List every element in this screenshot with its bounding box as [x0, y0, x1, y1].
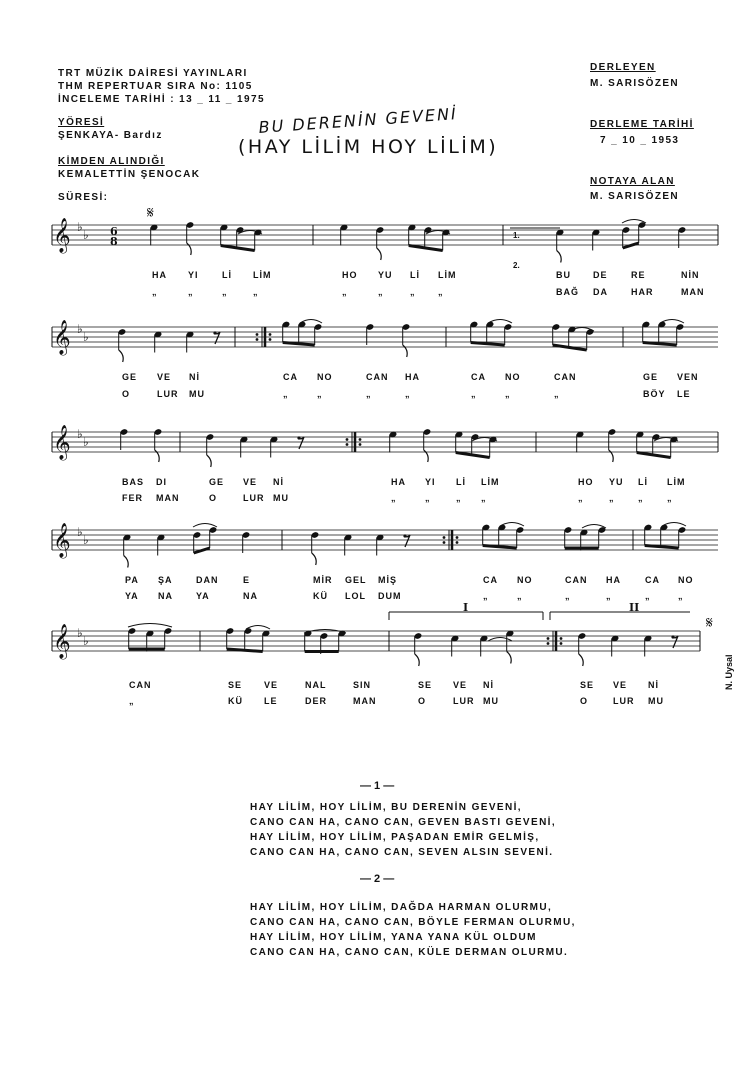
lyric-syllable: DER: [305, 696, 328, 706]
flat-sign: ♭: [77, 525, 83, 539]
lyric-syllable: Nİ: [189, 372, 200, 382]
beam: [643, 343, 677, 346]
lyric-syllable: „: [481, 493, 487, 503]
lyric-syllable: O: [209, 493, 218, 503]
flat-sign: ♭: [77, 427, 83, 441]
repeat-dot: [346, 443, 349, 446]
lyric-syllable: „: [342, 287, 348, 297]
lyric-syllable: „: [391, 493, 397, 503]
lyric-syllable: DUM: [378, 591, 402, 601]
lyric-syllable: LUR: [613, 696, 635, 706]
repertoire-number: THM REPERTUAR SIRA No: 1105: [58, 81, 253, 92]
beam: [194, 548, 210, 553]
repeat-dot: [359, 438, 362, 441]
lyric-syllable: CAN: [554, 372, 577, 382]
repeat-dot: [560, 637, 563, 640]
lyric-syllable: SE: [418, 680, 433, 690]
lyric-syllable: NAL: [305, 680, 327, 690]
lyric-syllable: HA: [391, 477, 406, 487]
notation-value: M. SARISÖZEN: [590, 191, 680, 202]
lyric-syllable: LE: [264, 696, 278, 706]
verse-1-number: — 1 —: [360, 780, 395, 792]
lyric-syllable: DA: [593, 287, 608, 297]
lyric-syllable: „: [425, 493, 431, 503]
treble-clef-icon: 𝄞: [53, 320, 71, 355]
volta-label-1: I: [463, 601, 469, 614]
lyric-syllable: „: [638, 493, 644, 503]
verse-2-line: HAY LİLİM, HOY LİLİM, YANA YANA KÜL OLDUM: [250, 932, 537, 943]
compiler-label: DERLEYEN: [590, 62, 656, 73]
beam: [483, 546, 517, 549]
lyric-syllable: „: [283, 389, 289, 399]
lyric-syllable: O: [418, 696, 427, 706]
lyric-syllable: DE: [593, 270, 608, 280]
lyric-syllable: „: [222, 287, 228, 297]
note-flag: [119, 350, 124, 362]
lyric-syllable: BAĞ: [556, 287, 579, 297]
lyric-syllable: HO: [342, 270, 358, 280]
note-flag: [377, 248, 382, 260]
beam: [456, 453, 490, 458]
lyric-syllable: KÜ: [313, 591, 328, 601]
lyric-syllable: MAN: [681, 287, 705, 297]
lyric-syllable: KÜ: [228, 696, 243, 706]
lyric-syllable: „: [405, 389, 411, 399]
flat-sign: ♭: [77, 220, 83, 234]
lyric-syllable: SIN: [353, 680, 372, 690]
lyric-syllable: „: [129, 696, 135, 706]
flat-sign: ♭: [83, 634, 89, 648]
beam: [221, 246, 255, 251]
verse-2-line: HAY LİLİM, HOY LİLİM, DAĞDA HARMAN OLURMU,: [250, 902, 553, 913]
lyric-syllable: GE: [209, 477, 225, 487]
lyric-syllable: DAN: [196, 575, 219, 585]
lyric-syllable: Lİ: [638, 477, 648, 487]
lyric-syllable: VE: [453, 680, 468, 690]
lyric-syllable: CA: [645, 575, 660, 585]
lyric-syllable: „: [505, 389, 511, 399]
lyric-syllable: „: [606, 591, 612, 601]
repeat-dot: [547, 642, 550, 645]
compile-date-value: 7 _ 10 _ 1953: [600, 135, 680, 146]
lyric-syllable: „: [554, 389, 560, 399]
lyric-syllable: „: [317, 389, 323, 399]
treble-clef-icon: 𝄞: [53, 624, 71, 659]
slur: [193, 524, 217, 528]
region-value: ŞENKAYA- Bardız: [58, 130, 163, 141]
rest-dot: [213, 331, 216, 334]
lyric-syllable: GE: [643, 372, 659, 382]
flat-sign: ♭: [83, 435, 89, 449]
lyric-syllable: Nİ: [483, 680, 494, 690]
lyric-syllable: LİM: [253, 270, 272, 280]
beam: [553, 345, 587, 350]
verse-1-line: CANO CAN HA, CANO CAN, GEVEN BASTI GEVENİ,: [250, 817, 557, 828]
lyric-syllable: LİM: [667, 477, 686, 487]
copyist-signature: N. Uysal: [724, 654, 734, 690]
review-date: İNCELEME TARİHİ : 13 _ 11 _ 1975: [58, 94, 265, 105]
note-flag: [507, 652, 512, 664]
lyric-syllable: YU: [609, 477, 624, 487]
lyric-syllable: Lİ: [410, 270, 420, 280]
lyric-syllable: GE: [122, 372, 138, 382]
beam: [637, 453, 671, 458]
lyric-syllable: LUR: [453, 696, 475, 706]
note-flag: [415, 654, 420, 666]
lyric-syllable: SE: [228, 680, 243, 690]
verse-2-line: CANO CAN HA, CANO CAN, BÖYLE FERMAN OLURMU,: [250, 917, 576, 928]
lyric-syllable: MAN: [353, 696, 377, 706]
treble-clef-icon: 𝄞: [53, 218, 71, 253]
lyric-syllable: „: [188, 287, 194, 297]
lyric-syllable: Lİ: [222, 270, 232, 280]
verse-2-line: CANO CAN HA, CANO CAN, KÜLE DERMAN OLURMU.: [250, 947, 569, 958]
lyric-syllable: LİM: [481, 477, 500, 487]
song-subtitle: (HAY LİLİM HOY LİLİM): [238, 136, 499, 158]
lyric-syllable: DI: [156, 477, 167, 487]
compile-date-label: DERLEME TARİHİ: [590, 119, 694, 130]
lyric-syllable: „: [471, 389, 477, 399]
slur: [488, 638, 512, 642]
duration-label: SÜRESİ:: [58, 192, 109, 203]
treble-clef-icon: 𝄞: [53, 523, 71, 558]
lyric-syllable: NA: [158, 591, 173, 601]
lyric-syllable: „: [378, 287, 384, 297]
time-signature-top: 6: [110, 225, 118, 238]
lyric-syllable: MU: [648, 696, 664, 706]
song-title: BU DERENİN GEVENİ: [258, 104, 459, 137]
flat-sign: ♭: [83, 330, 89, 344]
lyric-syllable: O: [122, 389, 131, 399]
lyric-syllable: BÖY: [643, 389, 666, 399]
repeat-dot: [269, 333, 272, 336]
repeat-dot: [456, 536, 459, 539]
lyric-syllable: NO: [517, 575, 533, 585]
lyric-syllable: CAN: [129, 680, 152, 690]
lyric-syllable: HA: [152, 270, 167, 280]
lyric-syllable: MU: [189, 389, 205, 399]
lyric-syllable: VE: [243, 477, 258, 487]
lyric-syllable: PA: [125, 575, 139, 585]
repeat-dot: [547, 637, 550, 640]
lyric-syllable: HO: [578, 477, 594, 487]
lyric-syllable: Nİ: [648, 680, 659, 690]
time-signature-bottom: 8: [110, 235, 118, 248]
lyric-syllable: VE: [157, 372, 172, 382]
ending-label-1: 1.: [513, 231, 520, 240]
rest-dot: [671, 635, 674, 638]
repeat-dot: [256, 333, 259, 336]
beam: [645, 546, 679, 549]
lyric-syllable: „: [678, 591, 684, 601]
lyric-syllable: GEL: [345, 575, 367, 585]
source-value: KEMALETTİN ŞENOCAK: [58, 169, 201, 180]
lyric-syllable: MİŞ: [378, 575, 398, 585]
lyric-syllable: NİN: [681, 270, 700, 280]
beam: [471, 343, 505, 346]
repeat-dot: [443, 536, 446, 539]
lyric-syllable: HAR: [631, 287, 654, 297]
lyric-syllable: E: [243, 575, 251, 585]
lyric-syllable: „: [517, 591, 523, 601]
note-flag: [207, 455, 212, 467]
lyric-syllable: LİM: [438, 270, 457, 280]
lyric-syllable: VE: [264, 680, 279, 690]
lyric-syllable: „: [667, 493, 673, 503]
note-flag: [312, 553, 317, 565]
lyric-syllable: FER: [122, 493, 143, 503]
lyric-syllable: „: [565, 591, 571, 601]
lyric-syllable: Nİ: [273, 477, 284, 487]
source-label: KİMDEN ALINDIĞI: [58, 156, 165, 167]
repeat-dot: [346, 438, 349, 441]
lyric-syllable: CA: [471, 372, 486, 382]
lyric-syllable: CAN: [366, 372, 389, 382]
volta-label-2: II: [629, 601, 640, 614]
note-flag: [124, 556, 129, 568]
note-flag: [557, 251, 562, 263]
flat-sign: ♭: [77, 626, 83, 640]
lyric-syllable: CA: [283, 372, 298, 382]
beam: [409, 246, 443, 251]
lyric-syllable: „: [438, 287, 444, 297]
notation-label: NOTAYA ALAN: [590, 176, 675, 187]
verse-1-line: HAY LİLİM, HOY LİLİM, PAŞADAN EMİR GELMİŞ,: [250, 832, 540, 843]
compiler-value: M. SARISÖZEN: [590, 78, 680, 89]
verse-2-number: — 2 —: [360, 873, 395, 885]
lyric-syllable: „: [483, 591, 489, 601]
lyric-syllable: YU: [378, 270, 393, 280]
lyric-syllable: NO: [678, 575, 694, 585]
lyric-syllable: ŞA: [158, 575, 173, 585]
lyric-syllable: YI: [188, 270, 199, 280]
ending-label-2: 2.: [513, 261, 520, 270]
rest-dot: [297, 436, 300, 439]
publisher-line: TRT MÜZİK DAİRESİ YAYINLARI: [58, 68, 248, 79]
slur: [128, 624, 172, 628]
lyric-syllable: VEN: [677, 372, 699, 382]
beam: [623, 243, 639, 248]
region-label: YÖRESİ: [58, 117, 105, 128]
lyric-syllable: NO: [317, 372, 333, 382]
lyric-syllable: MAN: [156, 493, 180, 503]
flat-sign: ♭: [77, 322, 83, 336]
lyric-syllable: NO: [505, 372, 521, 382]
lyric-syllable: HA: [405, 372, 420, 382]
lyric-syllable: NA: [243, 591, 258, 601]
lyric-syllable: MU: [273, 493, 289, 503]
rest-dot: [403, 534, 406, 537]
flat-sign: ♭: [83, 228, 89, 242]
lyric-syllable: „: [253, 287, 259, 297]
repeat-dot: [456, 541, 459, 544]
lyric-syllable: O: [580, 696, 589, 706]
lyric-syllable: „: [609, 493, 615, 503]
lyric-syllable: HA: [606, 575, 621, 585]
segno-icon: 𝄋: [706, 613, 713, 632]
lyric-syllable: „: [645, 591, 651, 601]
lyric-syllable: CA: [483, 575, 498, 585]
lyric-syllable: LUR: [243, 493, 265, 503]
lyric-syllable: YA: [125, 591, 139, 601]
lyric-syllable: LOL: [345, 591, 366, 601]
segno-icon: 𝄋: [147, 203, 154, 222]
lyric-syllable: SE: [580, 680, 595, 690]
repeat-dot: [256, 338, 259, 341]
lyric-syllable: CAN: [565, 575, 588, 585]
lyric-syllable: RE: [631, 270, 646, 280]
lyric-syllable: YA: [196, 591, 210, 601]
repeat-dot: [359, 443, 362, 446]
flat-sign: ♭: [83, 533, 89, 547]
repeat-dot: [443, 541, 446, 544]
lyric-syllable: LUR: [157, 389, 179, 399]
treble-clef-icon: 𝄞: [53, 425, 71, 460]
note-flag: [579, 654, 584, 666]
repeat-dot: [269, 338, 272, 341]
verse-1-line: HAY LİLİM, HOY LİLİM, BU DERENİN GEVENİ,: [250, 802, 522, 813]
lyric-syllable: YI: [425, 477, 436, 487]
lyric-syllable: „: [152, 287, 158, 297]
lyric-syllable: VE: [613, 680, 628, 690]
lyric-syllable: BAS: [122, 477, 145, 487]
lyric-syllable: MİR: [313, 575, 333, 585]
lyric-syllable: „: [456, 493, 462, 503]
beam: [283, 343, 315, 346]
verse-1-line: CANO CAN HA, CANO CAN, SEVEN ALSIN SEVENİ.: [250, 847, 554, 858]
lyric-syllable: „: [410, 287, 416, 297]
repeat-dot: [560, 642, 563, 645]
lyric-syllable: „: [366, 389, 372, 399]
lyric-syllable: LE: [677, 389, 691, 399]
lyric-syllable: „: [578, 493, 584, 503]
lyric-syllable: BU: [556, 270, 571, 280]
lyric-syllable: Lİ: [456, 477, 466, 487]
lyric-syllable: MU: [483, 696, 499, 706]
